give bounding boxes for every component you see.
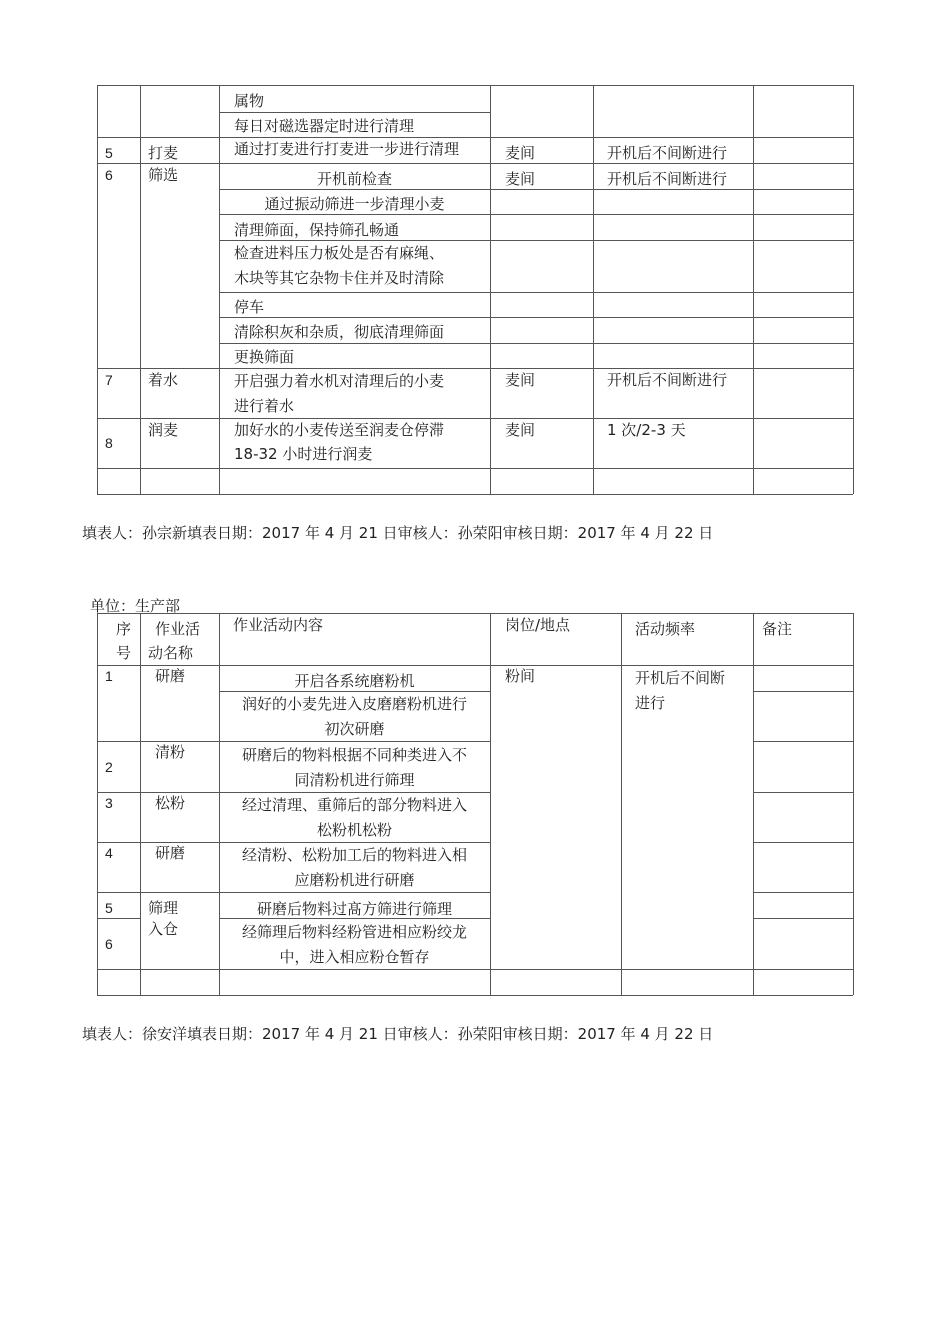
row-number: 4 [105, 845, 113, 861]
activity-name: 入仓 [148, 920, 179, 938]
activity-cell: 松粉机松粉 [316, 821, 392, 839]
footer-signature-2: 填表人：徐安洋填表日期：2017 年 4 月 21 日审核人：孙荣阳审核日期：2017 年 4 月 22 日 [82, 1025, 714, 1043]
activity-cell: 更换筛面 [234, 348, 295, 366]
row-number: 5 [105, 900, 113, 916]
activity-cell: 同清粉机进行筛理 [294, 771, 415, 789]
activity-name: 研磨 [155, 667, 186, 685]
activity-cell: 停车 [234, 298, 265, 316]
activity-name: 打麦 [148, 144, 179, 162]
row-number: 3 [105, 795, 113, 811]
header-frequency: 活动频率 [635, 620, 696, 638]
row-number: 2 [105, 759, 113, 775]
frequency-cell: 开机后不间断进行 [607, 170, 728, 188]
header-no: 号 [116, 644, 132, 662]
activity-cell: 进行着水 [234, 397, 295, 415]
activity-name: 清粉 [155, 743, 186, 761]
activity-cell: 中，进入相应粉仓暂存 [279, 948, 430, 966]
header-activity-content: 作业活动内容 [233, 616, 324, 634]
activity-cell: 初次研磨 [324, 720, 385, 738]
header-activity-name: 动名称 [148, 644, 194, 662]
row-number: 6 [105, 936, 113, 952]
activity-cell: 清除积灰和杂质，彻底清理筛面 [234, 323, 445, 341]
activity-cell: 木块等其它杂物卡住并及时清除 [234, 269, 445, 287]
post-cell: 麦间 [505, 371, 536, 389]
activity-cell: 经筛理后物料经粉管进相应粉绞龙 [241, 923, 467, 941]
frequency-cell: 开机后不间断进行 [607, 371, 728, 389]
activity-cell: 18-32 小时进行润麦 [234, 445, 373, 463]
row-number: 8 [105, 435, 113, 451]
activity-cell: 通过振动筛进一步清理小麦 [264, 195, 445, 213]
activity-name: 研磨 [155, 844, 186, 862]
activity-cell: 经过清理、重筛后的部分物料进入 [241, 796, 467, 814]
header-no: 序 [116, 620, 132, 638]
activity-cell: 开机前检查 [316, 170, 392, 188]
activity-name: 着水 [148, 371, 179, 389]
row-number: 1 [105, 668, 113, 684]
activity-cell: 加好水的小麦传送至润麦仓停滞 [234, 421, 445, 439]
activity-cell: 润好的小麦先进入皮磨磨粉机进行 [241, 695, 467, 713]
activity-cell: 研磨后物料过髙方筛进行筛理 [256, 900, 452, 918]
header-activity-name: 作业活 [155, 620, 201, 638]
frequency-cell: 进行 [635, 694, 666, 712]
row-number: 7 [105, 372, 113, 388]
activity-name: 润麦 [148, 421, 179, 439]
post-cell: 麦间 [505, 144, 536, 162]
post-cell: 麦间 [505, 421, 536, 439]
activity-cell: 清理筛面，保持筛孔畅通 [234, 221, 400, 239]
activity-name: 松粉 [155, 794, 186, 812]
row-number: 6 [105, 167, 113, 183]
activity-cell: 开启各系统磨粉机 [294, 672, 415, 690]
activity-cell: 开启强力着水机对清理后的小麦 [234, 372, 445, 390]
unit-label: 单位：生产部 [90, 597, 181, 615]
activity-cell: 研磨后的物料根据不同种类进入不 [241, 746, 467, 764]
activity-name: 筛选 [148, 166, 179, 184]
activity-cell: 通过打麦进行打麦进一步进行清理 [234, 140, 460, 158]
activity-name: 筛理 [148, 899, 179, 917]
frequency-cell: 开机后不间断进行 [607, 144, 728, 162]
footer-signature-1: 填表人：孙宗新填表日期：2017 年 4 月 21 日审核人：孙荣阳审核日期：2017 年 4 月 22 日 [82, 524, 714, 542]
post-cell: 粉间 [505, 667, 536, 685]
frequency-cell: 1 次/2-3 天 [607, 421, 686, 439]
activity-cell: 每日对磁选器定时进行清理 [234, 117, 415, 135]
header-post: 岗位/地点 [505, 616, 571, 634]
activity-cell: 应磨粉机进行研磨 [294, 871, 415, 889]
post-cell: 麦间 [505, 170, 536, 188]
frequency-cell: 开机后不间断 [635, 669, 726, 687]
activity-cell: 经清粉、松粉加工后的物料进入相 [241, 846, 467, 864]
activity-cell: 检查进料压力板处是否有麻绳、 [234, 244, 445, 262]
row-number: 5 [105, 145, 113, 161]
activity-cell: 属物 [234, 92, 265, 110]
header-note: 备注 [762, 620, 793, 638]
